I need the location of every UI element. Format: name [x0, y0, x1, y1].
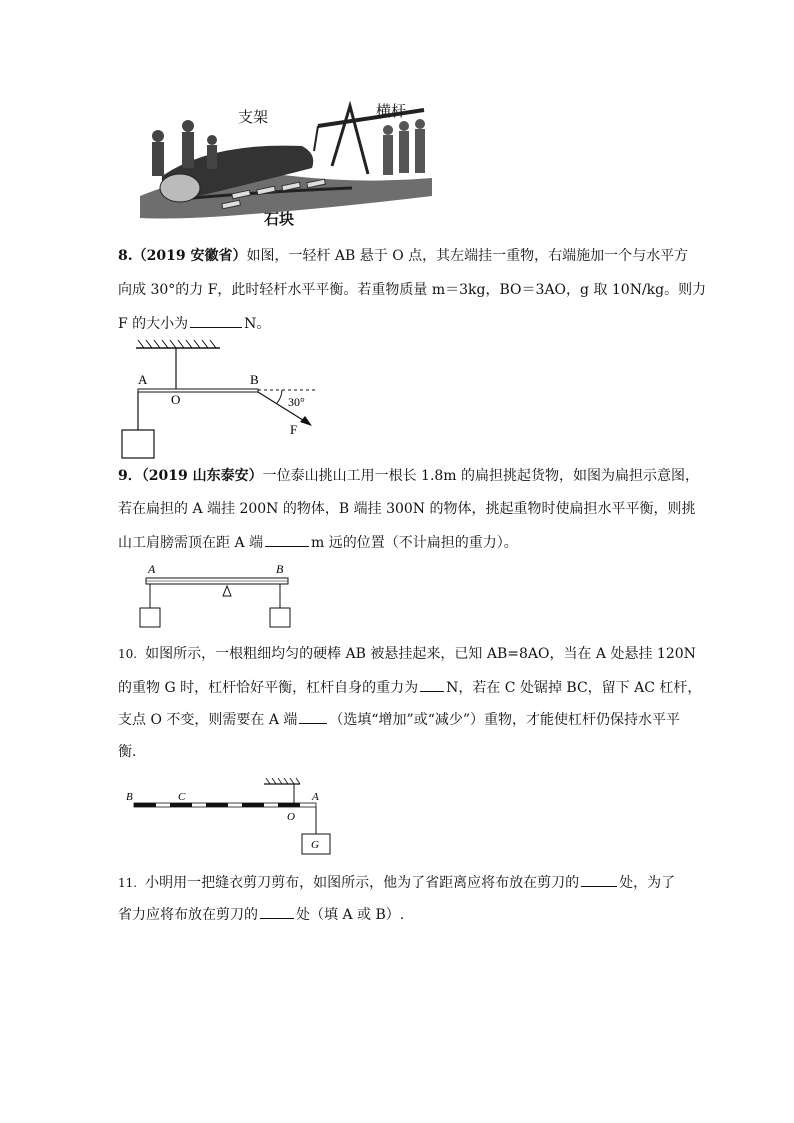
q8-line-1	[118, 246, 688, 266]
q9-label-b: B	[276, 562, 284, 576]
q10-line-4: 衡．	[118, 744, 146, 760]
beam-label: 横杆	[376, 102, 407, 120]
q10-text-2b: N，若在 C 处锯掉 BC，留下 AC 杠杆，	[446, 680, 702, 696]
q10-label-g: G	[311, 839, 319, 851]
q8-source: （2019 安徽省）	[132, 248, 247, 264]
q11-text-1b: 处，为了	[619, 875, 676, 891]
q8-text-3b: N。	[244, 316, 271, 332]
q9-line-2: 若在扁担的 A 端挂 200N 的物体，B 端挂 300N 的物体，挑起重物时使扁担水平平衡，则挑	[118, 501, 696, 517]
q11-answer-blank-2[interactable]	[260, 904, 294, 919]
q10-label-c: C	[178, 791, 186, 803]
q8-lever-diagram	[118, 332, 328, 460]
q9-text-3a: 山工肩膀需顶在距 A 端	[118, 535, 264, 551]
q9-text-1: 一位泰山挑山工用一根长 1.8m 的扁担挑起货物，如图为扁担示意图，	[262, 468, 700, 484]
q10-label-a: A	[312, 791, 319, 803]
q10-number: 10.	[118, 647, 138, 661]
q10-text-3a: 支点 O 不变，则需要在 A 端	[118, 712, 298, 728]
q11-text-2b: 处（填 A 或 B）.	[296, 907, 405, 923]
q9-line-1	[118, 466, 700, 486]
q11-text-1a: 小明用一把缝衣剪刀剪布，如图所示，他为了省距离应将布放在剪刀的	[145, 875, 580, 891]
q8-line-2: 向成 30°的力 F，此时轻杆水平平衡。若重物质量 m＝3kg，BO＝3AO，g 取 10N/kg。则力	[118, 282, 707, 298]
stone-moving-photo	[132, 96, 440, 230]
q10-text-3b: （选填“增加”或“减少”）重物，才能使杠杆仍保持水平平	[329, 712, 681, 728]
q10-text-1: 如图所示，一根粗细均匀的硬棒 AB 被悬挂起来，已知 AB=8AO，当在 A 处悬挂 120N	[145, 646, 696, 662]
q10-label-b: B	[126, 791, 133, 803]
q9-pole-diagram	[136, 560, 300, 632]
q10-answer-blank-1[interactable]	[420, 677, 444, 692]
support-label: 支架	[238, 108, 269, 126]
q11-text-2a: 省力应将布放在剪刀的	[118, 907, 258, 923]
q9-text-3b: m 远的位置（不计扁担的重力）。	[311, 535, 518, 551]
q8-label-angle: 30°	[288, 395, 305, 409]
q8-number: 8.	[118, 248, 133, 264]
q10-label-o: O	[287, 811, 295, 823]
q8-label-f: F	[290, 422, 298, 437]
q8-line-3	[118, 313, 688, 334]
q9-answer-blank[interactable]	[265, 532, 309, 547]
q10-text-2a: 的重物 G 时，杠杆恰好平衡，杠杆自身的重力为	[118, 680, 419, 696]
q10-rod-diagram	[124, 772, 344, 858]
q11-answer-blank-1[interactable]	[581, 872, 617, 887]
stone-label: 石块	[264, 210, 295, 228]
q9-source: （2019 山东泰安）	[141, 468, 263, 484]
q8-label-o: O	[171, 392, 181, 407]
q9-number: 9．	[118, 468, 142, 484]
q8-label-b: B	[250, 372, 259, 387]
q11-line-1	[118, 872, 688, 893]
q8-label-a: A	[138, 372, 148, 387]
q10-line-2	[118, 677, 702, 698]
q11-number: 11.	[118, 876, 138, 890]
q10-answer-blank-2[interactable]	[299, 709, 327, 724]
q8-answer-blank[interactable]	[190, 313, 242, 328]
q8-text-1: 如图，一轻杆 AB 悬于 O 点，其左端挂一重物，右端施加一个与水平方	[246, 248, 689, 264]
q8-text-3a: F 的大小为	[118, 316, 189, 332]
q9-line-3	[118, 532, 688, 553]
q10-line-3	[118, 709, 688, 730]
q11-line-2	[118, 904, 688, 925]
q10-line-1	[118, 644, 696, 664]
q9-label-a: A	[148, 562, 156, 576]
